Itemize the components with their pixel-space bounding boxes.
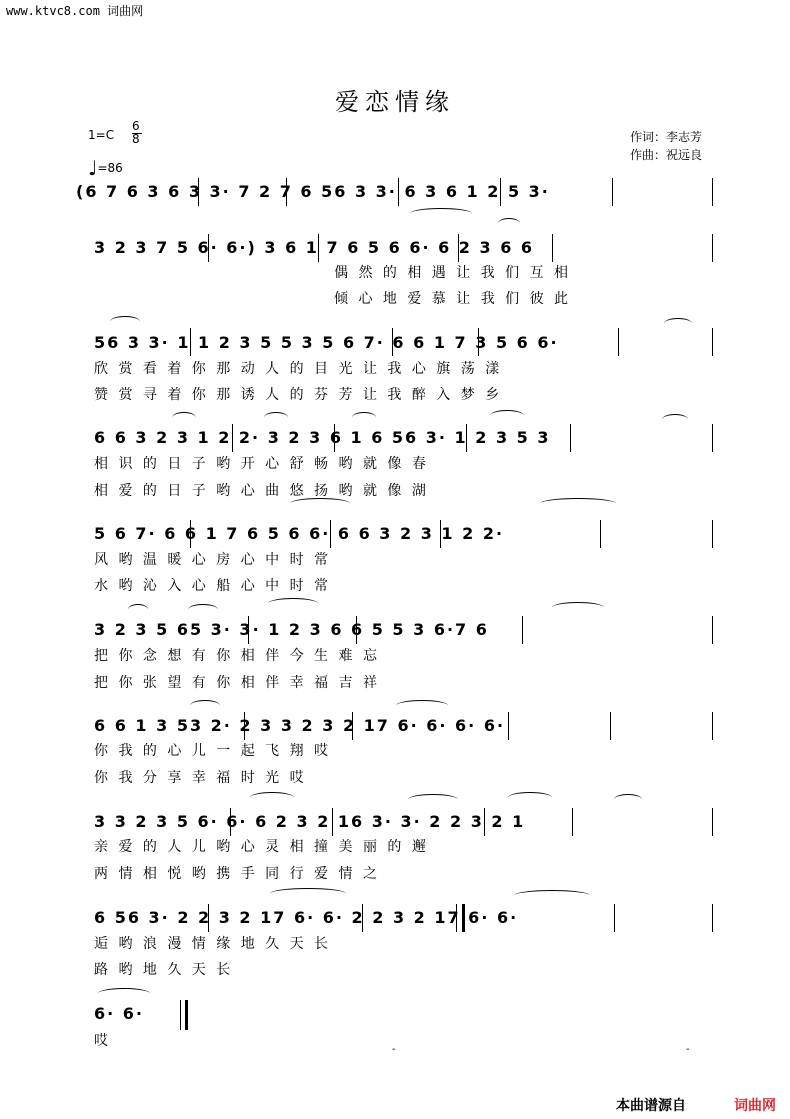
slur — [408, 794, 458, 805]
bar-line — [618, 328, 619, 356]
bar-line — [208, 904, 209, 932]
key-signature: 1=C — [88, 128, 115, 142]
bar-line — [440, 520, 441, 548]
slur — [410, 208, 472, 219]
quarter-note-icon: ♩ — [88, 156, 98, 180]
bar-line — [232, 424, 233, 452]
lyricist-credit: 作词：李志芳 — [630, 130, 703, 144]
slur — [270, 888, 346, 899]
bar-line — [600, 520, 601, 548]
bar-line — [508, 712, 509, 740]
slur — [662, 414, 688, 425]
bar-line — [484, 808, 485, 836]
site-watermark: www.ktvc8.com 词曲网 — [6, 4, 144, 18]
slur — [498, 218, 520, 229]
slur — [664, 318, 692, 329]
final-bar-thick — [185, 1000, 188, 1030]
bar-line — [712, 424, 713, 452]
slur — [508, 792, 552, 803]
bar-line — [712, 904, 713, 932]
lyric-line-8a: 亲 爱 的 人 儿 哟 心 灵 相 撞 美 丽 的 邂 — [94, 839, 429, 855]
footer-brand: 词曲网 — [734, 1098, 776, 1114]
bar-line — [190, 520, 191, 548]
score-line-7: 6 6 1 3 53 2· 2 3 3 2 3 2 17 6· 6· 6· 6· — [94, 716, 506, 735]
slur — [188, 604, 218, 615]
slur — [190, 700, 220, 711]
score-line-1: (6 7 6 3 6 3 3· 7 2 7 6 56 3 3· 6 3 6 1 2 5 3· — [76, 182, 550, 201]
bar-line — [198, 178, 199, 206]
footer-text: 本曲谱源自 — [616, 1098, 686, 1114]
score-line-6: 3 2 3 5 65 3· 3· 1 2 3 6 6 5 5 3 6·7 6 — [94, 620, 489, 639]
composer-credit: 作曲：祝远良 — [630, 148, 703, 162]
bar-line — [570, 424, 571, 452]
tempo-mark — [88, 153, 123, 180]
lyric-line-7b: 你 我 分 享 幸 福 时 光 哎 — [94, 770, 307, 786]
bar-line — [712, 808, 713, 836]
bar-line — [190, 328, 191, 356]
bar-line — [248, 616, 249, 644]
bar-line — [398, 178, 399, 206]
bar-line — [352, 712, 353, 740]
lyric-line-4a: 相 识 的 日 子 哟 开 心 舒 畅 哟 就 像 春 — [94, 456, 429, 472]
lyric-line-2a: 偶 然 的 相 遇 让 我 们 互 相 — [334, 265, 572, 281]
lyric-line-6b: 把 你 张 望 有 你 相 伴 幸 福 吉 祥 — [94, 675, 380, 691]
slur — [172, 412, 196, 423]
repeat-bar — [462, 904, 465, 932]
bar-line — [362, 904, 363, 932]
bar-line — [552, 234, 553, 262]
bar-line — [456, 904, 457, 932]
song-title: 爱恋情缘 — [335, 88, 455, 116]
bar-line — [614, 904, 615, 932]
slur — [264, 412, 288, 423]
bar-line — [392, 328, 393, 356]
lyric-line-8b: 两 情 相 悦 哟 携 手 同 行 爱 情 之 — [94, 866, 380, 882]
lyric-line-6a: 把 你 念 想 有 你 相 伴 今 生 难 忘 — [94, 648, 380, 664]
bar-line — [712, 234, 713, 262]
slur — [490, 410, 524, 421]
meter-bottom: 8 — [132, 132, 140, 146]
bar-line — [522, 616, 523, 644]
bar-line — [712, 616, 713, 644]
score-line-3: 56 3 3· 1 1 2 3 5 5 3 5 6 7· 6 6 1 7 3 5 6 6· — [94, 333, 559, 352]
bar-line — [208, 234, 209, 262]
bar-line — [500, 178, 501, 206]
lyric-line-7a: 你 我 的 心 儿 一 起 飞 翔 哎 — [94, 743, 332, 759]
bar-line — [466, 424, 467, 452]
slur — [514, 890, 590, 901]
slur — [290, 498, 350, 509]
score-line-2: 3 2 3 7 5 6· 6·) 3 6 1 7 6 5 6 6· 6 2 3 6 6 — [94, 238, 535, 257]
bar-line — [334, 424, 335, 452]
lyric-line-3a: 欣 赏 看 着 你 那 动 人 的 目 光 让 我 心 旗 荡 漾 — [94, 361, 503, 377]
slur — [110, 316, 140, 327]
slur — [540, 498, 616, 509]
lyric-line-5a: 风 哟 温 暖 心 房 心 中 时 常 — [94, 552, 332, 568]
slur — [268, 598, 318, 609]
lyric-line-9a: 逅 哟 浪 漫 情 缘 地 久 天 长 — [94, 936, 332, 952]
lyric-line-9b: 路 哟 地 久 天 长 — [94, 962, 234, 978]
score-line-4: 6 6 3 2 3 1 2 2· 3 2 3 6 1 6 56 3· 1 2 3 5 3 — [94, 428, 551, 447]
lyric-line-3b: 赞 赏 寻 着 你 那 诱 人 的 芬 芳 让 我 醉 入 梦 乡 — [94, 387, 503, 403]
bar-line — [332, 808, 333, 836]
slur — [614, 794, 642, 805]
final-bar-thin — [180, 1000, 181, 1030]
bar-line — [572, 808, 573, 836]
meter-top: 6 — [132, 119, 140, 133]
slur — [128, 604, 148, 615]
tempo-value: =86 — [97, 161, 123, 175]
bar-line — [458, 234, 459, 262]
lyric-line-2b: 倾 心 地 爱 慕 让 我 们 彼 此 — [334, 291, 572, 307]
bar-line — [244, 712, 245, 740]
lyric-line-10a: 哎 — [94, 1033, 111, 1049]
score-line-8: 3 3 2 3 5 6· 6· 6 2 3 2 16 3· 3· 2 2 3 2 1 — [94, 812, 526, 831]
bar-line — [612, 178, 613, 206]
bar-line — [712, 328, 713, 356]
bar-line — [610, 712, 611, 740]
slur — [98, 988, 150, 999]
slur — [396, 700, 448, 711]
bar-line — [712, 520, 713, 548]
slur — [250, 792, 294, 803]
score-line-5: 5 6 7· 6 6 1 7 6 5 6 6· 6 6 3 2 3 1 2 2· — [94, 524, 505, 543]
meter-divider — [132, 133, 142, 134]
source-footer — [616, 1095, 776, 1115]
bar-line — [330, 520, 331, 548]
bar-line — [230, 808, 231, 836]
page-mark: - — [392, 1044, 396, 1055]
slur — [352, 412, 376, 423]
score-line-9: 6 56 3· 2 2 3 2 17 6· 6· 2 2 3 2 17 6· 6· — [94, 908, 519, 927]
bar-line — [318, 234, 319, 262]
bar-line — [712, 712, 713, 740]
bar-line — [712, 178, 713, 206]
lyric-line-4b: 相 爱 的 日 子 哟 心 曲 悠 扬 哟 就 像 湖 — [94, 483, 429, 499]
score-line-10: 6· 6· — [94, 1004, 144, 1023]
lyric-line-5b: 水 哟 沁 入 心 船 心 中 时 常 — [94, 578, 332, 594]
slur — [552, 602, 604, 613]
bar-line — [356, 616, 357, 644]
bar-line — [478, 328, 479, 356]
bar-line — [286, 178, 287, 206]
page-mark: - — [686, 1044, 690, 1055]
